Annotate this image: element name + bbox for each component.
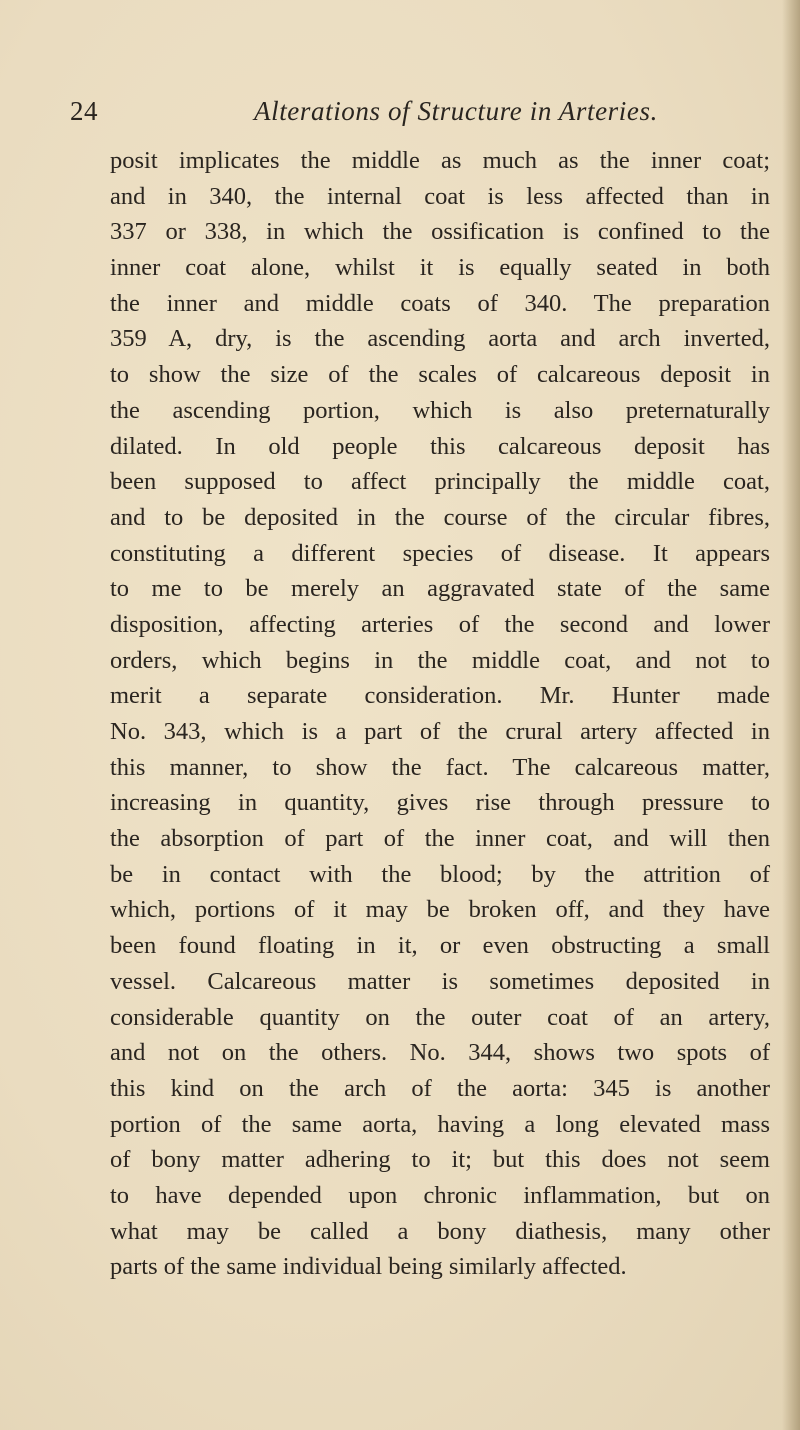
text-line: parts of the same individual being similarly affected.	[110, 1253, 627, 1281]
text-line: be in contact with the blood; by the attrition of	[110, 860, 770, 888]
running-title: Alterations of Structure in Arteries.	[254, 96, 658, 126]
text-line: dilated. In old people this calcareous deposit has	[110, 432, 770, 460]
text-line: been supposed to affect principally the middle coat,	[110, 468, 770, 496]
body-text	[110, 143, 770, 1285]
text-line: to show the size of the scales of calcareous deposit in	[110, 361, 770, 389]
text-line: No. 343, which is a part of the crural artery affected in	[110, 718, 770, 745]
text-line: merit a separate consideration. Mr. Hunter made	[110, 682, 770, 710]
text-line: the ascending portion, which is also preternaturally	[110, 396, 770, 424]
text-line: which, portions of it may be broken off, and they have	[110, 896, 770, 924]
text-line: and to be deposited in the course of the circular fibres,	[110, 503, 770, 531]
text-line: and not on the others. No. 344, shows two spots of	[110, 1039, 770, 1067]
page-number: 24	[70, 96, 98, 126]
text-line: orders, which begins in the middle coat, and not to	[110, 646, 770, 674]
text-line: this manner, to show the fact. The calcareous matter,	[110, 753, 770, 781]
text-line: the absorption of part of the inner coat, and will then	[110, 825, 770, 853]
text-line: been found floating in it, or even obstructing a small	[110, 932, 770, 960]
text-line: to me to be merely an aggravated state of the same	[110, 575, 770, 603]
text-line: disposition, affecting arteries of the second and lower	[110, 610, 770, 638]
text-line: to have depended upon chronic inflammation, but on	[110, 1181, 770, 1209]
text-line: 337 or 338, in which the ossification is confined to the	[110, 218, 770, 246]
text-line: constituting a different species of disease. It appears	[110, 539, 770, 567]
text-line: considerable quantity on the outer coat of an artery,	[110, 1003, 770, 1031]
text-line: portion of the same aorta, having a long elevated mass	[110, 1110, 770, 1138]
text-line: posit implicates the middle as much as the inner coat;	[110, 147, 770, 174]
text-line: inner coat alone, whilst it is equally seated in both	[110, 254, 770, 282]
text-line: 359 A, dry, is the ascending aorta and arch inverted,	[110, 325, 770, 353]
page-header	[70, 96, 760, 136]
text-line: and in 340, the internal coat is less affected than in	[110, 182, 770, 210]
text-line: increasing in quantity, gives rise through pressure to	[110, 789, 770, 817]
text-line: this kind on the arch of the aorta: 345 is another	[110, 1074, 770, 1102]
text-line: the inner and middle coats of 340. The preparation	[110, 289, 770, 317]
text-line: of bony matter adhering to it; but this does not seem	[110, 1146, 770, 1174]
text-line: what may be called a bony diathesis, many other	[110, 1217, 770, 1245]
text-line: vessel. Calcareous matter is sometimes deposited in	[110, 967, 770, 995]
page-edge-shadow	[782, 0, 800, 1430]
